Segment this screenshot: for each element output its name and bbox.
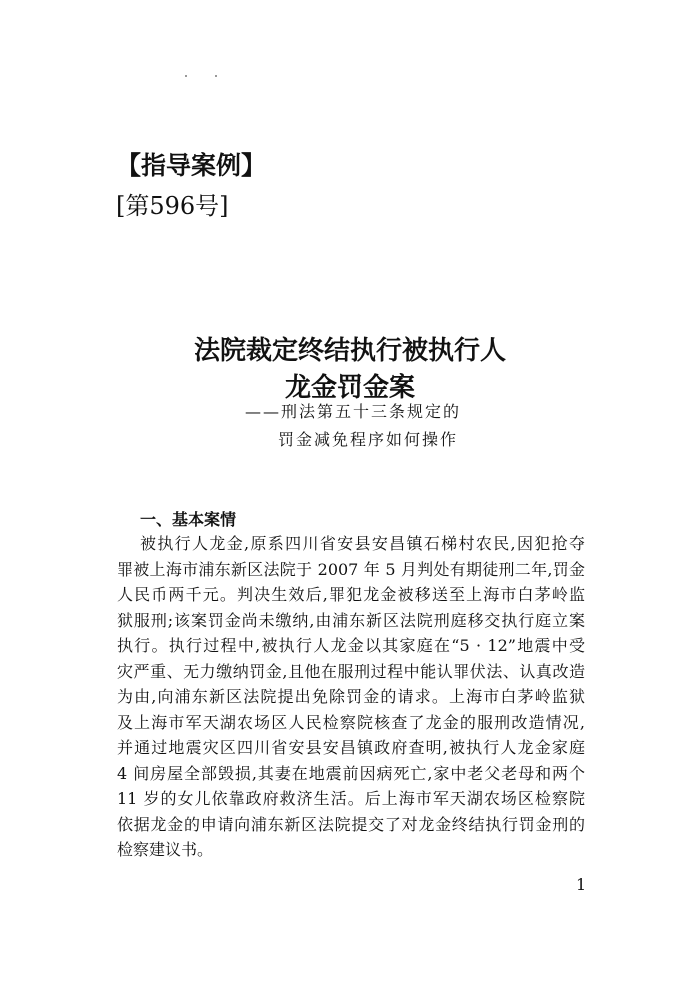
subtitle-line-1: ——刑法第五十三条规定的 — [245, 402, 462, 421]
body-line: 检察建议书。 — [117, 840, 214, 859]
body-line: 依据龙金的申请向浦东新区法院提交了对龙金终结执行罚金刑的 — [117, 814, 585, 834]
body-line: 并通过地震灾区四川省安县安昌镇政府查明,被执行人龙金家庭 — [117, 738, 585, 757]
body-line: 狱服刑;该案罚金尚未缴纳,由浦东新区法院刑庭移交执行庭立案 — [117, 610, 585, 630]
body-line: 4 间房屋全部毁损,其妻在地震前因病死亡,家中老父老母和两个 — [117, 763, 585, 783]
body-line: 执行。执行过程中,被执行人龙金以其家庭在“5 · 12”地震中受 — [117, 636, 585, 655]
scan-speck — [215, 75, 217, 77]
body-line: 为由,向浦东新区法院提出免除罚金的请求。上海市白茅岭监狱 — [117, 687, 585, 706]
scan-speck — [185, 75, 187, 77]
body-line: 及上海市军天湖农场区人民检察院核查了龙金的服刑改造情况, — [117, 712, 585, 732]
case-tag: 【指导案例】 — [116, 151, 267, 180]
body-line: 人民币两千元。判决生效后,罪犯龙金被移送至上海市白茅岭监 — [117, 585, 585, 604]
section-heading: 一、基本案情 — [140, 510, 237, 529]
body-line: 罪被上海市浦东新区法院于 2007 年 5 月判处有期徒刑二年,罚金 — [117, 559, 585, 579]
case-number: [第596号] — [116, 192, 229, 220]
title-line-2: 龙金罚金案 — [284, 373, 415, 403]
subtitle-line-2: 罚金减免程序如何操作 — [278, 430, 459, 449]
body-line: 灾严重、无力缴纳罚金,且他在服刑过程中能认罪伏法、认真改造 — [117, 661, 585, 681]
page-number: 1 — [576, 875, 587, 894]
title-line-1: 法院裁定终结执行被执行人 — [193, 336, 506, 366]
body-line: 11 岁的女儿依靠政府救济生活。后上海市军天湖农场区检察院 — [117, 789, 585, 808]
body-line: 被执行人龙金,原系四川省安县安昌镇石梯村农民,因犯抢夺 — [140, 534, 585, 553]
